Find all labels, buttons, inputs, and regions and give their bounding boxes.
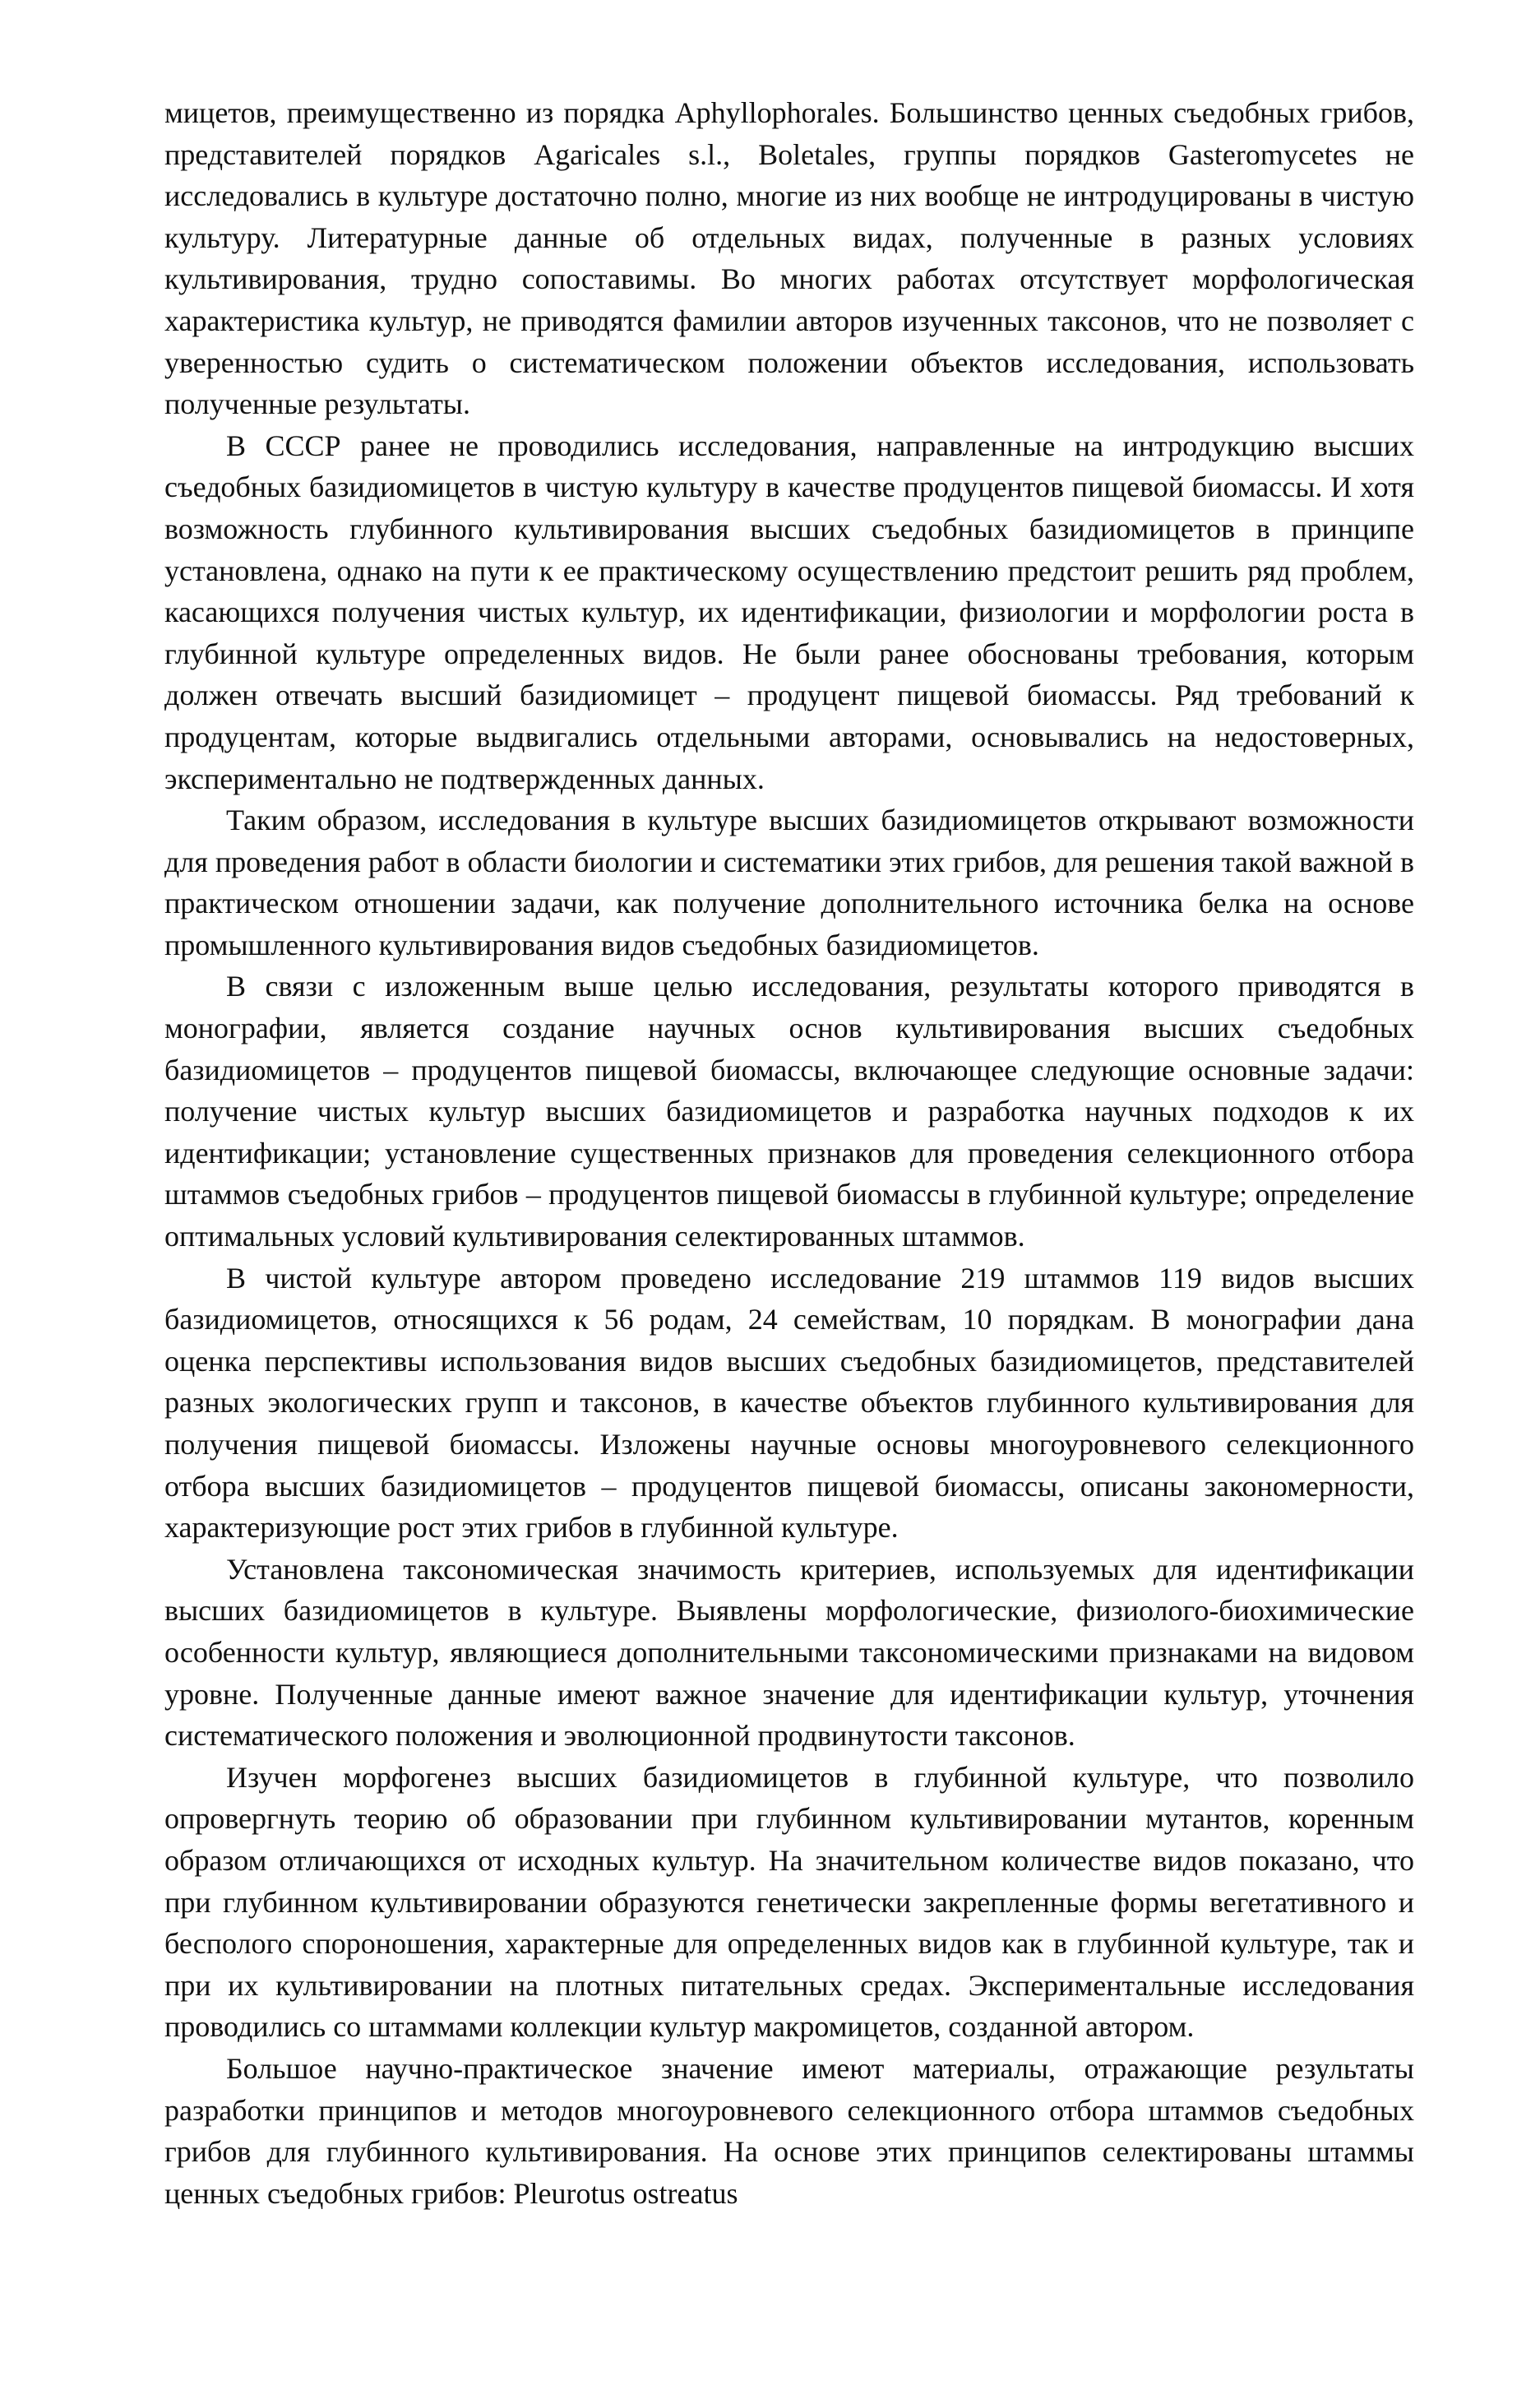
document-page [164,92,1414,2214]
paragraph-4: В связи с изложенным выше целью исследования, результаты которого приводятся в монографии, является создание научных основ культивирования высших съедобных базидиомицетов – продуцентов пищевой биомассы, включающее следующие основные задачи: получение чистых культур высших базидиомицетов и разработка научных подходов к их идентификации; установление существенных признаков для проведения селекционного отбора штаммов съедобных грибов – продуцентов пищевой биомассы в глубинной культуре; определение оптимальных условий культивирования селектированных штаммов. [164,970,1414,1253]
paragraph-5: В чистой культуре автором проведено исследование 219 штаммов 119 видов высших базидиомицетов, относящихся к 56 родам, 24 семействам, 10 порядкам. В монографии дана оценка перспективы использования видов высших съедобных базидиомицетов, представителей разных экологических групп и таксонов, в качестве объектов глубинного культивирования для получения пищевой биомассы. Изложены научные основы многоуровневого селекционного отбора высших базидиомицетов – продуцентов пищевой биомассы, описаны закономерности, характеризующие рост этих грибов в глубинной культуре. [164,1261,1414,1545]
paragraph-1: мицетов, преимущественно из порядка Aphyllophorales. Большинство ценных съедобных грибов, представителей порядков Agaricales s.l., Boletales, группы порядков Gasteromycetes не исследовались в культуре достаточно полно, многие из них вообще не интродуцированы в чистую культуру. Литературные данные об отдельных видах, полученные в разных условиях культивирования, трудно сопоставимы. Во многих работах отсутствует морфологическая характеристика культур, не приводятся фамилии авторов изученных таксонов, что не позволяет с уверенностью судить о систематическом положении объектов исследования, использовать полученные результаты. [164,96,1414,421]
paragraph-2: В СССР ранее не проводились исследования, направленные на интродукцию высших съедобных базидиомицетов в чистую культуру в качестве продуцентов пищевой биомассы. И хотя возможность глубинного культивирования высших съедобных базидиомицетов в принципе установлена, однако на пути к ее практическому осуществлению предстоит решить ряд проблем, касающихся получения чистых культур, их идентификации, физиологии и морфологии роста в глубинной культуре определенных видов. Не были ранее обоснованы требования, которым должен отвечать высший базидиомицет – продуцент пищевой биомассы. Ряд требований к продуцентам, которые выдвигались отдельными авторами, основывались на недостоверных, экспериментально не подтвержденных данных. [164,428,1414,795]
paragraph-8: Большое научно-практическое значение имеют материалы, отражающие результаты разработки принципов и методов многоуровневого селекционного отбора штаммов съедобных грибов для глубинного культивирования. На основе этих принципов селектированы штаммы ценных съедобных грибов: Pleurotus ostreatus [164,2051,1414,2210]
paragraph-7: Изучен морфогенез высших базидиомицетов в глубинной культуре, что позволило опровергнуть теорию об образовании при глубинном культивировании мутантов, коренным образом отличающихся от исходных культур. На значительном количестве видов показано, что при глубинном культивировании образуются генетически закрепленные формы вегетативного и бесполого спороношения, характерные для определенных видов как в глубинной культуре, так и при их культивировании на плотных питательных средах. Экспериментальные исследования проводились со штаммами коллекции культур макромицетов, созданной автором. [164,1760,1414,2044]
paragraph-6: Установлена таксономическая значимость критериев, используемых для идентификации высших базидиомицетов в культуре. Выявлены морфологические, физиолого-биохимические особенности культур, являющиеся дополнительными таксономическими признаками на видовом уровне. Полученные данные имеют важное значение для идентификации культур, уточнения систематического положения и эволюционной продвинутости таксонов. [164,1552,1414,1753]
paragraph-3: Таким образом, исследования в культуре высших базидиомицетов открывают возможности для проведения работ в области биологии и систематики этих грибов, для решения такой важной в практическом отношении задачи, как получение дополнительного источника белка на основе промышленного культивирования видов съедобных базидиомицетов. [164,804,1414,961]
